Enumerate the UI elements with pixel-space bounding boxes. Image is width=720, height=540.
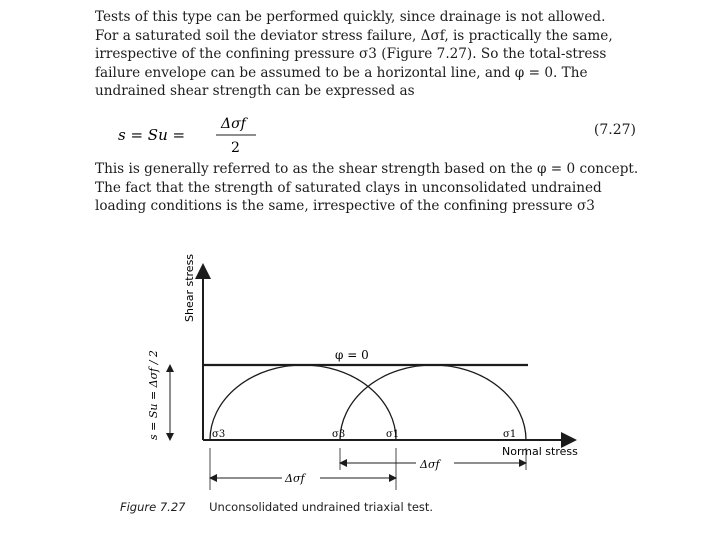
circle1-sigma1-label: σ1 (386, 429, 400, 440)
delta-sigma-label-1: Δσf (285, 472, 305, 485)
text-line: irrespective of the confining pressure σ3 (Figure 7.27). So the total-stress (95, 46, 607, 62)
caption-text: Unconsolidated undrained triaxial test. (209, 500, 434, 514)
text-line: This is generally referred to as the shear strength based on the φ = 0 concept. (95, 161, 639, 177)
circle1-sigma3-label: σ3 (212, 429, 226, 440)
text-line: failure envelope can be assumed to be a horizontal line, and φ = 0. The (95, 64, 588, 81)
caption-number: Figure 7.27 (120, 500, 186, 514)
envelope-label: φ = 0 (335, 348, 369, 362)
delta-sigma-label-2: Δσf (420, 458, 440, 471)
text-line: loading conditions is the same, irrespective of the confining pressure σ3 (95, 198, 595, 214)
circle2-sigma3-label: σ3 (332, 429, 346, 440)
equation-denominator: 2 (231, 140, 240, 156)
text-line: Tests of this type can be performed quickly, since drainage is not allowed. (95, 9, 606, 25)
y-axis-label: Shear stress (183, 253, 196, 322)
mohr-circle-2 (340, 365, 526, 440)
text-line: undrained shear strength can be expressed as (95, 83, 415, 99)
text-line: For a saturated soil the deviator stress failure, Δσf, is practically the same, (95, 27, 613, 44)
mohr-circle-1 (210, 365, 396, 440)
equation-number: (7.27) (593, 122, 636, 138)
circle2-sigma1-label: σ1 (503, 429, 517, 440)
x-axis-label: Normal stress (502, 445, 578, 458)
figure-caption (120, 500, 433, 514)
strength-label: s = Su = Δσf / 2 (147, 350, 160, 440)
equation-lhs: s = Su = (118, 126, 186, 144)
equation-numerator: Δσf (221, 116, 246, 132)
text-line: The fact that the strength of saturated clays in unconsolidated undrained (95, 179, 602, 196)
